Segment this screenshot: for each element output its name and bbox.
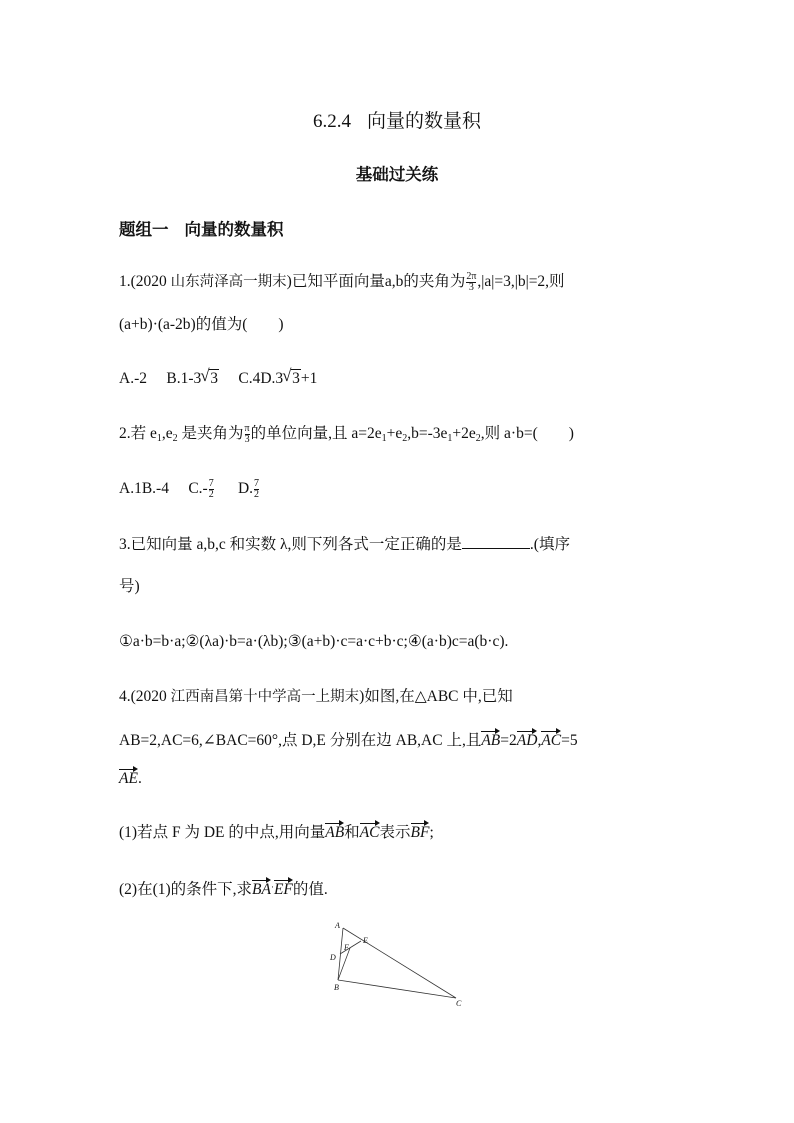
triangle-figure — [328, 920, 468, 1010]
vector-ad: AD — [517, 730, 538, 752]
sqrt-symbol: √ 3 — [283, 368, 301, 390]
vector-ac: AC — [360, 822, 380, 844]
option-d: D. $\frac{7}{2}$ — [237, 477, 260, 500]
group-label: 题组一 — [119, 220, 169, 239]
segment-ac — [343, 928, 456, 998]
vector-ac: AC — [541, 730, 561, 752]
answer-blank — [462, 534, 530, 549]
vector-ef: EF — [274, 879, 293, 901]
label-c: C — [456, 999, 462, 1008]
vector-ae: AE — [119, 768, 138, 790]
option-b: B.1-3√ 3 — [166, 370, 219, 387]
option-c: C.- $\frac{7}{2}$ — [188, 477, 214, 500]
question-3-line-2: 号) — [119, 578, 140, 595]
group-heading — [119, 216, 284, 240]
section-number: 6.2.4 — [312, 111, 351, 132]
option-a: A.-2 — [119, 370, 147, 387]
question-2-line-1: 2.若 $e_1,e_2$ 是夹角为 $\frac{\pi}{3}$ 的单位向量,且 $a=2e_1+e_2,b=-3e_1+2e_2$,则 a·b=( ) — [119, 422, 574, 445]
question-4-line-2: AB=2,AC=6,∠BAC=60°,点 D,E 分别在边 AB,AC 上,且AB=2AD,AC=5 — [119, 730, 578, 752]
label-b: B — [334, 983, 339, 992]
question-source: 山东菏泽高一期末 — [170, 274, 287, 290]
label-f: F — [344, 943, 349, 952]
question-4-part-1: (1)若点 F 为 DE 的中点,用向量AB和AC表示BF; — [119, 822, 434, 844]
vector-bf: BF — [411, 822, 430, 844]
subtitle: 基础过关练 — [355, 165, 439, 184]
section-title: 向量的数量积 — [366, 111, 481, 132]
sqrt-symbol: √ 3 — [201, 368, 219, 390]
vector-ab: AB — [481, 730, 500, 752]
question-4-part-2: (2)在(1)的条件下,求BA·EF的值. — [119, 876, 328, 901]
question-3-line-3: ①a·b=b·a;②(λa)·b=a·(λb);③(a+b)·c=a·c+b·c;④(a·b)c=a(b·c). — [119, 633, 509, 650]
question-1-line-2: (a+b)·(a-2b)的值为( ) — [119, 316, 284, 333]
fraction: $\frac{\pi}{3}$ — [244, 422, 250, 445]
fraction: $\frac{2\pi}{3}$ — [466, 270, 477, 293]
option-cd: C.4D.3√ 3+1 — [238, 370, 317, 387]
label-a: A — [335, 921, 340, 930]
group-topic: 向量的数量积 — [184, 220, 284, 239]
page-title — [0, 106, 794, 133]
question-4-line-1: 4.(2020 江西南昌第十中学高一上期末)如图,在△ABC 中,已知 — [119, 688, 513, 705]
question-3-line-1: 3.已知向量 a,b,c 和实数 λ,则下列各式一定正确的是 .(填序 — [119, 536, 570, 553]
segment-bc — [338, 980, 456, 998]
question-2-options — [119, 478, 260, 500]
question-4-line-3: AE. — [119, 768, 142, 790]
question-source: 江西南昌第十中学高一上期末 — [170, 689, 360, 705]
option-ab: A.1B.-4 — [119, 480, 169, 497]
label-e: E — [363, 936, 368, 945]
label-d: D — [330, 953, 336, 962]
question-1-options — [119, 368, 317, 390]
vector-ab: AB — [325, 822, 344, 844]
question-1-line-1: 1.(2020 山东菏泽高一期末)已知平面向量a,b的夹角为 $\frac{2\pi}{3}$ ,|a|=3,|b|=2,则 — [119, 270, 565, 293]
vector-ba: BA — [252, 879, 271, 901]
